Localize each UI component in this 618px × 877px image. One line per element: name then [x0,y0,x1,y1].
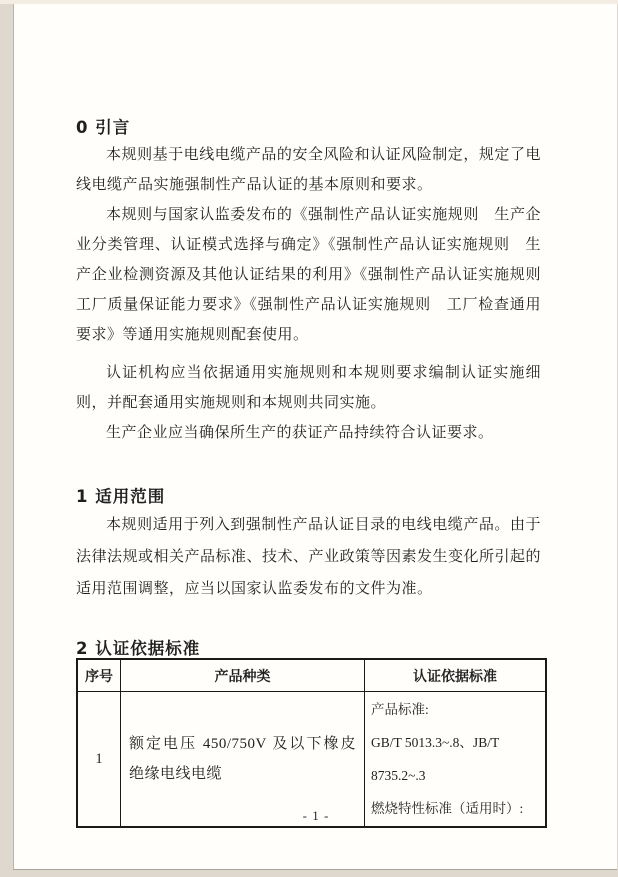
standard-line-standard-codes: GB/T 5013.3~.8、JB/T 8735.2~.3 [371,735,499,783]
table-cell-product-category: 额定电压 450/750V 及以下橡皮绝缘电线电缆 [121,692,365,828]
standard-line-burning-characteristics-label: 燃烧特性标准（适用时）: [371,801,524,816]
table-row [77,692,546,828]
section-heading-scope: 1 适用范围 [76,487,166,506]
intro-paragraph-1: 本规则基于电线电缆产品的安全风险和认证风险制定，规定了电线电缆产品实施强制性产品认证的基本原则和要求。 [76,147,541,193]
certification-standards-table [76,658,547,828]
document-page [13,4,617,870]
table-header-serial-number: 序号 [77,659,121,692]
table-cell-certification-standard [365,692,547,828]
intro-paragraph-3: 认证机构应当依据通用实施规则和本规则要求编制认证实施细则，并配套通用实施规则和本规则共同实施。 [76,365,541,411]
intro-paragraph-4: 生产企业应当确保所生产的获证产品持续符合认证要求。 [106,425,494,441]
section-heading-standards: 2 认证依据标准 [76,639,201,658]
table-header-certification-standard: 认证依据标准 [365,659,547,692]
scope-paragraph-1: 本规则适用于列入到强制性产品认证目录的电线电缆产品。由于法律法规或相关产品标准、技术、产业政策等因素发生变化所引起的适用范围调整，应当以国家认监委发布的文件为准。 [76,517,542,597]
intro-paragraph-2: 本规则与国家认监委发布的《强制性产品认证实施规则 生产企业分类管理、认证模式选择与确定》《强制性产品认证实施规则 生产企业检测资源及其他认证结果的利用》《强制性产品认证实施规则 工厂质量保证能力要求》《强制性产品认证实施规则 工厂检查通用要求》等通用实施规则配套使用。 [76,207,557,343]
table-header-row [77,659,546,692]
table-header-product-category: 产品种类 [121,659,365,692]
page-number: - 1 - [302,808,330,823]
table-cell-serial-number: 1 [77,692,121,828]
section-heading-introduction: 0 引言 [76,118,131,137]
standard-line-product-standard-label: 产品标准: [371,702,429,717]
